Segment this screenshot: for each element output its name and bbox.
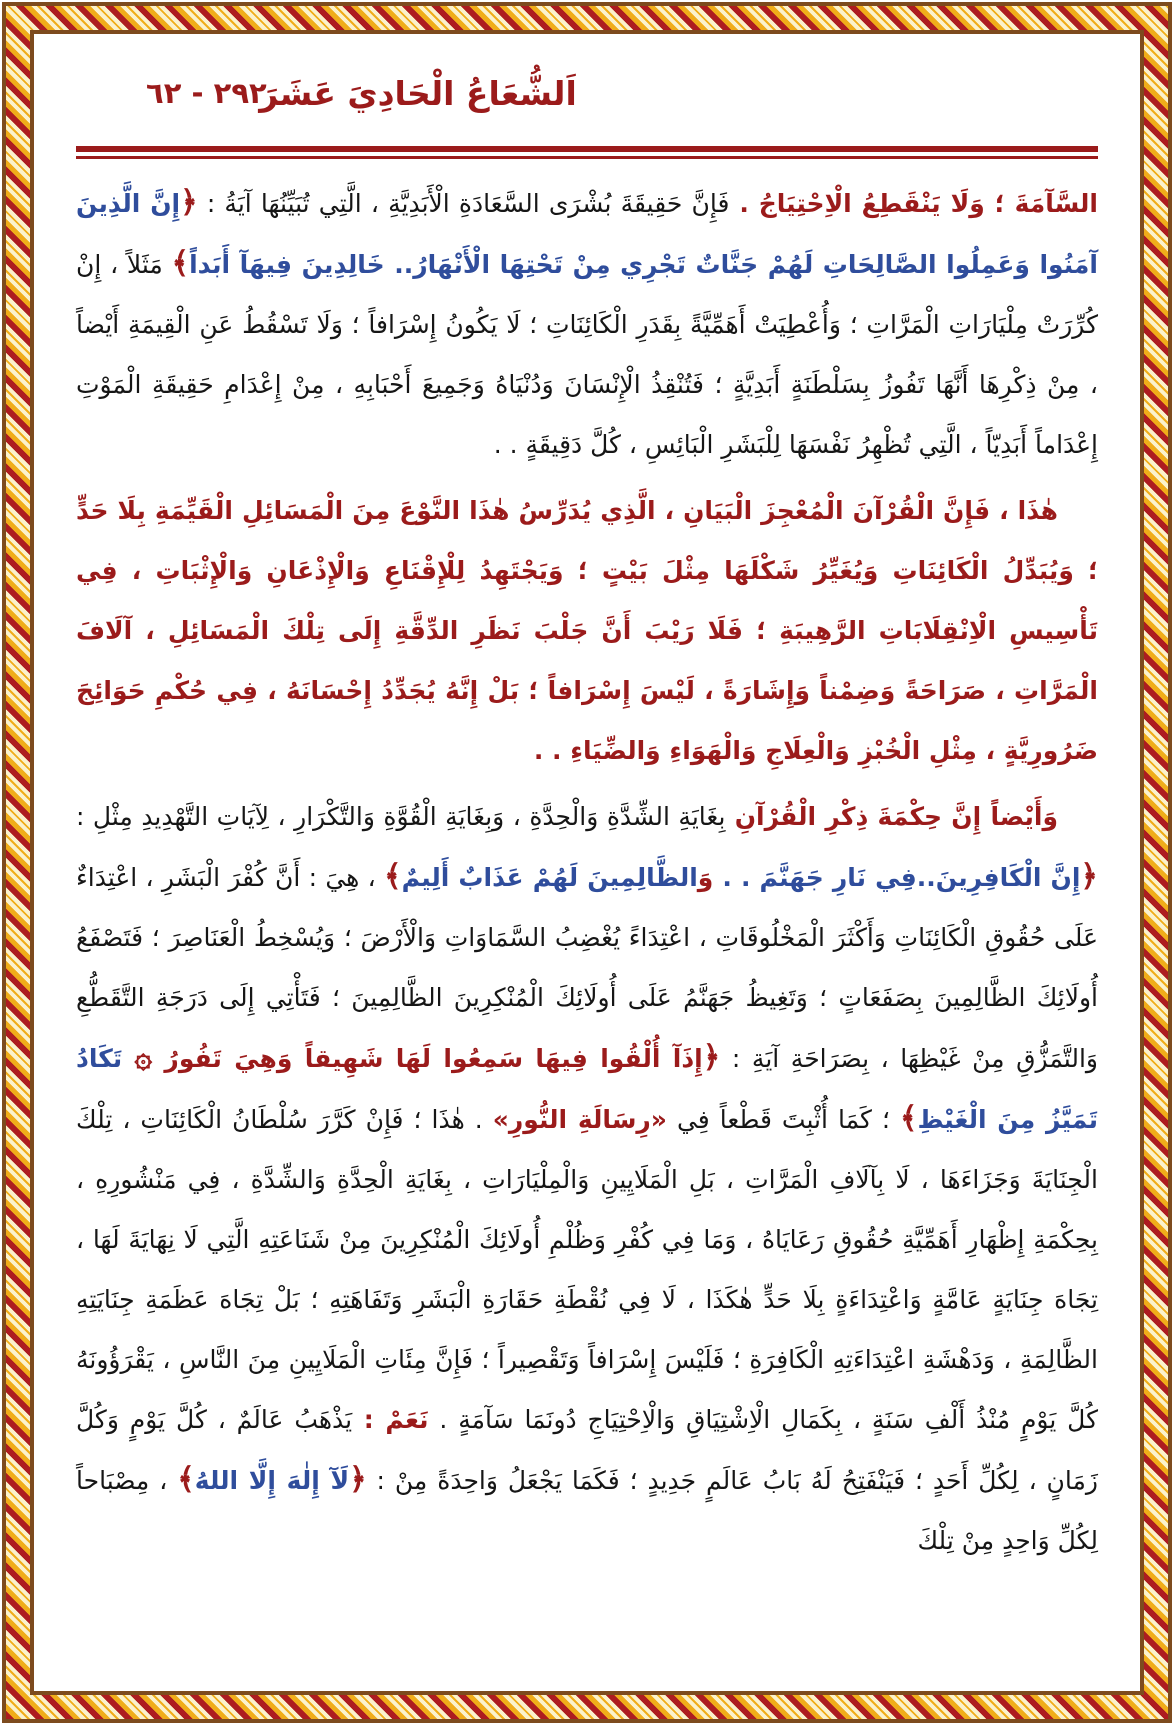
- text-run-blue: لَآ إِلٰهَ إِلَّا اللهُ: [194, 1466, 350, 1495]
- text-run-orn: ﴿: [349, 1462, 367, 1497]
- page-content: [34, 34, 1140, 1691]
- text-run-black: فَإِنَّ حَقِيقَةَ بُشْرَى السَّعَادَةِ الْأَبَدِيَّةِ ، الَّتِي تُبَيِّنُهَا آيَةُ :: [197, 189, 730, 218]
- text-run-black: ، هِيَ : أَنَّ كُفْرَ الْبَشَرِ ، اعْتِدَاءٌ عَلَى حُقُوقِ الْكَائِنَاتِ وَأَكْثَرَ الْمَخْلُوقَاتِ ، اعْتِدَاءً يُغْضِبُ السَّمَاوَاتِ وَالْأَرْضَ ؛ وَيُسْخِطُ الْعَنَاصِرَ ؛ فَتَصْفَعُ أُولَائِكَ الظَّالِمِينَ بِصَفَعَاتٍ ؛ وَتَغِيظُ جَهَنَّمُ عَلَى أُولَائِكَ الْمُنْكِرِينَ الظَّالِمِينَ ؛ فَتَأْتِي إِلَى دَرَجَةِ التَّقَطُّعِ وَالتَّمَزُّقِ مِنْ غَيْظِهَا ، بِصَرَاحَةِ آيَةِ :: [76, 863, 1098, 1073]
- text-run-orn: ﴾: [899, 1101, 918, 1136]
- text-run-red: السَّآمَةَ ؛ وَلَا يَنْقَطِعُ الْاِحْتِيَاجُ .: [729, 189, 1098, 218]
- text-run-orn: ﴿: [1080, 859, 1098, 894]
- text-run-red: هٰذَا ، فَإِنَّ الْقُرْآنَ الْمُعْجِزَ الْبَيَانِ ، الَّذِي يُدَرِّسُ هٰذَا النَّوْعَ مِنَ الْمَسَائِلِ الْقَيِّمَةِ بِلَا حَدٍّ ؛ وَيُبَدِّلُ الْكَائِنَاتِ وَيُغَيِّرُ شَكْلَهَا مِثْلَ بَيْتٍ ؛ وَيَجْتَهِدُ لِلْإِقْنَاعِ وَالْإِذْعَانِ وَالْإِثْبَاتِ ، فِي تَأْسِيسِ الْاِنْقِلَابَاتِ الرَّهِيبَةِ ؛ فَلَا رَيْبَ أَنَّ جَلْبَ نَظَرِ الدِّقَّةِ إِلَى تِلْكَ الْمَسَائِلِ ، آلَافَ الْمَرَّاتِ ، صَرَاحَةً وَضِمْناً وَإِشَارَةً ، لَيْسَ إِسْرَافاً ؛ بَلْ إِنَّهُ يُجَدِّدُ إِحْسَانَهُ ، فِي حُكْمِ حَوَائِجَ ضَرُورِيَّةٍ ، مِثْلِ الْخُبْزِ وَالْعِلَاجِ وَالْهَوَاءِ وَالضِّيَاءِ . .: [76, 496, 1098, 765]
- text-run-blue: الظَّالِمِينَ لَهُمْ عَذَابٌ أَلِيمٌ: [401, 863, 698, 892]
- body-paragraph: [76, 173, 1098, 475]
- text-run-black: ، مِصْبَاحاً لِكُلِّ وَاحِدٍ مِنْ تِلْكَ: [76, 1466, 1098, 1555]
- page-number: ٢٩٢ - ٦٢: [146, 76, 267, 110]
- text-run-red: وَأَيْضاً إِنَّ حِكْمَةَ ذِكْرِ الْقُرْآنِ: [725, 802, 1058, 831]
- text-run-orn: ﴾: [171, 246, 190, 281]
- body-text: [76, 173, 1098, 1571]
- text-run-blue: تَكَادُ تَمَيَّزُ مِنَ الْغَيْظِ: [76, 1044, 1098, 1134]
- text-run-orn: ﴾: [384, 859, 402, 894]
- text-run-red: وَ: [697, 863, 714, 892]
- text-run-red: نَعَمْ :: [352, 1405, 429, 1434]
- text-run-orn: ۞: [134, 1040, 153, 1075]
- body-paragraph: [76, 481, 1098, 781]
- text-run-black: ؛ كَمَا أُثْبِتَ قَطْعاً فِي: [666, 1105, 900, 1134]
- text-run-black: بِغَايَةِ الشِّدَّةِ وَالْحِدَّةِ ، وَبِغَايَةِ الْقُوَّةِ وَالتَّكْرَارِ ، لِآيَاتِ التَّهْدِيدِ مِثْلِ :: [76, 802, 726, 831]
- text-run-black: . هٰذَا ؛ فَإِنْ كَرَّرَ سُلْطَانُ الْكَائِنَاتِ ، تِلْكَ الْجِنَايَةَ وَجَزَاءَهَا ، لَا بِآلَافِ الْمَرَّاتِ ، بَلِ الْمَلَايِينِ وَالْمِلْيَارَاتِ ، بِغَايَةِ الْحِدَّةِ وَالشِّدَّةِ ، فِي مَنْشُورِهِ ، بِحِكْمَةِ إِظْهَارِ أَهَمِّيَّةِ حُقُوقِ رَعَايَاهُ ، وَمَا فِي كُفْرِ وَظُلْمِ أُولَائِكَ الْمُنْكِرِينَ مِنْ شَنَاعَتِهِ الَّتِي لَا نِهَايَةَ لَهَا ، تِجَاهَ جِنَايَةٍ عَامَّةٍ وَاعْتِدَاءَةٍ بِلَا حَدٍّ هٰكَذَا ، لَا فِي نُقْطَةِ حَقَارَةِ الْبَشَرِ وَتَفَاهَتِهِ ؛ بَلْ تِجَاهَ عَظَمَةِ جِنَايَتِهِ الظَّالِمَةِ ، وَدَهْشَةِ اعْتِدَاءَتِهِ الْكَافِرَةِ ؛ فَلَيْسَ إِسْرَافاً وَتَقْصِيراً ؛ فَإِنَّ مِئَاتِ الْمَلَايِينِ مِنَ النَّاسِ ، يَقْرَؤُونَهُ كُلَّ يَوْمٍ مُنْذُ أَلْفِ سَنَةٍ ، بِكَمَالِ الْاِشْتِيَاقِ وَالْاِحْتِيَاجِ دُونَمَا سَآمَةٍ .: [76, 1105, 1099, 1434]
- page-title: اَلشُّعَاعُ الْحَادِيَ عَشَرَ: [259, 74, 577, 113]
- body-paragraph: [76, 787, 1098, 1571]
- text-run-orn: ﴿: [180, 185, 198, 220]
- page-header: [76, 68, 1098, 142]
- text-run-red: إِذَآ أُلْقُوا فِيهَا سَمِعُوا لَهَا شَهِيقاً وَهِيَ تَفُورُ: [152, 1044, 703, 1073]
- text-run-black: مَثَلاً ، إِنْ كُرِّرَتْ مِلْيَارَاتِ الْمَرَّاتِ ؛ وَأُعْطِيَتْ أَهَمِّيَّةً بِقَدَرِ الْكَائِنَاتِ ؛ لَا يَكُونُ إِسْرَافاً ؛ وَلَا تَسْقُطُ عَنِ الْقِيمَةِ أَيْضاً ، مِنْ ذِكْرِهَا أَنَّهَا تَفُوزُ بِسَلْطَنَةٍ أَبَدِيَّةٍ ؛ فَتُنْقِذُ الْإِنْسَانَ وَدُنْيَاهُ وَجَمِيعَ أَحْبَابِهِ ، مِنْ إِعْدَامِ حَقِيقَةِ الْمَوْتِ إِعْدَاماً أَبَدِيّاً ، الَّتِي تُظْهِرُ نَفْسَهَا لِلْبَشَرِ الْبَائِسِ ، كُلَّ دَقِيقَةٍ . .: [76, 250, 1098, 459]
- text-run-red: «رِسَالَةِ النُّورِ»: [492, 1105, 667, 1134]
- header-divider-rule: [76, 146, 1098, 159]
- text-run-blue: إِنَّ الْكَافِرِينَ..فِي نَارِ جَهَنَّمَ . .: [713, 863, 1081, 892]
- text-run-black: يَذْهَبُ عَالَمٌ ، كُلَّ يَوْمٍ وَكُلَّ زَمَانٍ ، لِكُلِّ أَحَدٍ ؛ فَيَنْفَتِحُ لَهُ بَابُ عَالَمٍ جَدِيدٍ ؛ فَكَمَا يَجْعَلُ وَاحِدَةً مِنْ :: [76, 1405, 1098, 1495]
- text-run-orn: ﴿: [702, 1040, 721, 1075]
- text-run-orn: ﴾: [177, 1462, 195, 1497]
- text-run-blue: إِنَّ الَّذِينَ آمَنُوا وَعَمِلُوا الصَّالِحَاتِ لَهُمْ جَنَّاتٌ تَجْرِي مِنْ تَحْتِهَا الْأَنْهَارُ.. خَالِدِينَ فِيهَآ أَبَداً: [76, 189, 1098, 279]
